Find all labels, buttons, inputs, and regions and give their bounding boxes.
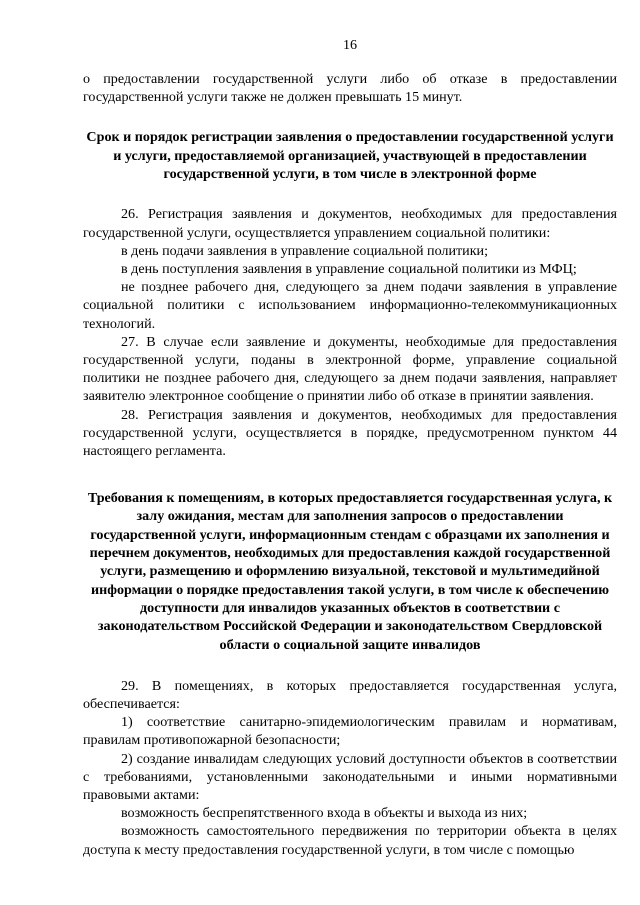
- paragraph: 28. Регистрация заявления и документов, необходимых для предоставления государственной услуги, осуществляется в порядке, предусмотренном пунктом 44 настоящего регламента.: [83, 406, 617, 459]
- section-heading: Срок и порядок регистрации заявления о предоставлении государственной услуги и услуги, предоставляемой организацией, участвующей в предоставлении государственной услуги, в том числе в электронной форме: [86, 129, 614, 182]
- paragraph: возможность самостоятельного передвижения по территории объекта в целях доступа к месту предоставления государственной услуги, в том числе с помощью: [83, 823, 617, 858]
- paragraph: возможность беспрепятственного входа в объекты и выхода из них;: [121, 805, 528, 822]
- section-heading: Требования к помещениям, в которых предоставляется государственная услуга, к залу ожидания, местам для заполнения запросов о предоставлении государственной услуги, информационным стендам с образцами их заполнения и перечнем документов, необходимых для предоставления каждой государственной услуги, размещению и оформлению визуальной, текстовой и мультимедийной информации о порядке предоставления такой услуги, в том числе к обеспечению доступности для инвалидов указанных объектов в соответствии с законодательством Российской Федерации и законодательством Свердловской области о социальной защите инвалидов: [87, 490, 613, 653]
- paragraph: о предоставлении государственной услуги либо об отказе в предоставлении государственной услуги также не должен превышать 15 минут.: [83, 71, 617, 106]
- paragraph: не позднее рабочего дня, следующего за днем подачи заявления в управление социальной политики с использованием информационно-телекоммуникационных технологий.: [83, 279, 617, 332]
- page-number: 16: [342, 37, 358, 53]
- paragraph: 2) создание инвалидам следующих условий доступности объектов в соответствии с требованиями, установленными законодательными и иными нормативными правовыми актами:: [83, 750, 617, 804]
- paragraph: 29. В помещениях, в которых предоставляется государственная услуга, обеспечивается:: [83, 677, 617, 713]
- paragraph: 1) соответствие санитарно-эпидемиологическим правилам и нормативам, правилам противопожарной безопасности;: [83, 714, 617, 749]
- paragraph: 26. Регистрация заявления и документов, необходимых для предоставления государственной услуги, осуществляется управлением социальной политики:: [83, 206, 617, 241]
- document-page: [83, 36, 617, 859]
- paragraph: в день поступления заявления в управление социальной политики из МФЦ;: [121, 260, 577, 277]
- paragraph: 27. В случае если заявление и документы, необходимые для предоставления государственной услуги, поданы в электронной форме, управление социальной политики не позднее рабочего дня, следующего за днем подачи заявления, направляет заявителю электронное сообщение о принятии либо об отказе в принятии заявления.: [83, 333, 617, 405]
- paragraph: в день подачи заявления в управление социальной политики;: [121, 242, 489, 259]
